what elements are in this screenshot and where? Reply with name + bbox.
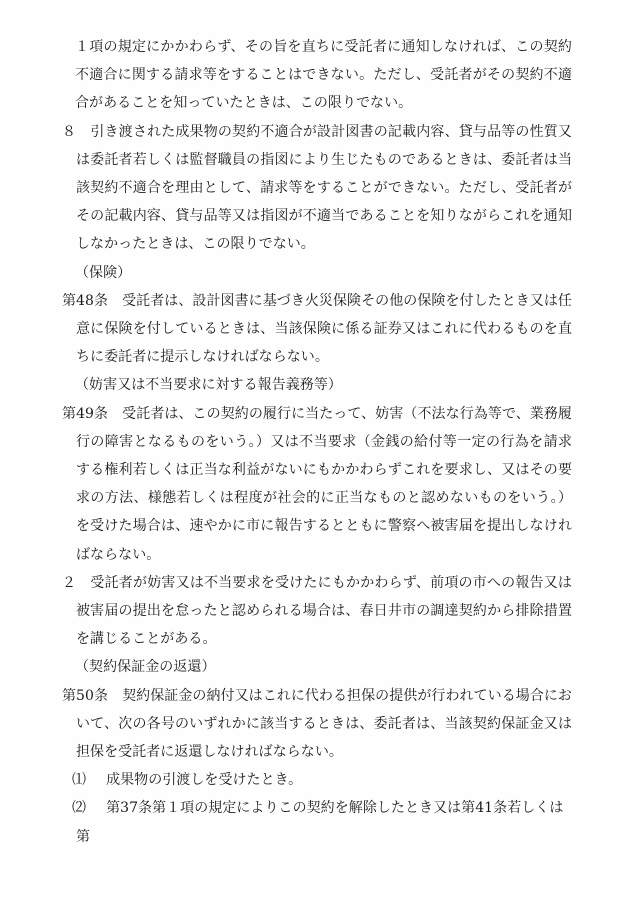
article-48 xyxy=(62,287,572,372)
article-heading-deposit-return: （契約保証金の返還） xyxy=(75,659,216,676)
paragraph-text: 受託者は、この契約の履行に当たって、妨害（不法な行為等で、業務履行の障害となるものをいう。）又は不当要求（金銭の給付等一定の行為を請求する権利若しくは正当な利益がないにもかかわらずこれを要求し、又はその要求の方法、様態若しくは程度が社会的に正当なものと認めないものをいう。）を受けた場合は、速やかに市に報告するとともに警察へ被害届を提出しなければならない。 xyxy=(76,405,572,563)
document-body xyxy=(62,33,572,851)
paragraph-text: 受託者が妨害又は不当要求を受けたにもかかわらず、前項の市への報告又は被害届の提出を怠ったと認められる場合は、春日井市の調達契約から排除措置を講じることがある。 xyxy=(76,574,572,648)
article-50 xyxy=(62,682,572,767)
paragraph-text: 第37条第１項の規定によりこの契約を解除したとき又は第41条若しくは第 xyxy=(76,800,564,845)
paragraph-text: １項の規定にかかわらず、その旨を直ちに受託者に通知しなければ、この契約不適合に関する請求等をすることはできない。ただし、受託者がその契約不適合があることを知っていたときは、この限りでない。 xyxy=(75,39,572,112)
subitem-2 xyxy=(62,794,572,850)
paragraph-text: 契約保証金の納付又はこれに代わる担保の提供が行われている場合において、次の各号のいずれかに該当するときは、委託者は、当該契約保証金又は担保を受託者に返還しなければならない。 xyxy=(76,687,572,761)
paragraph-text: 受託者は、設計図書に基づき火災保険その他の保険を付したとき又は任意に保険を付しているときは、当該保険に係る証券又はこれに代わるものを直ちに委託者に提示しなければならない。 xyxy=(76,292,572,366)
item-number: ２ xyxy=(62,574,77,591)
paragraph-continuation xyxy=(62,33,572,118)
subitem-1 xyxy=(62,766,572,794)
item-number: ８ xyxy=(62,123,77,140)
subitem-number: ⑵ xyxy=(72,800,87,817)
article-heading-insurance: （保険） xyxy=(75,264,132,281)
paragraph-text: 引き渡された成果物の契約不適合が設計図書の記載内容、貸与品等の性質又は委託者若しくは監督職員の指図により生じたものであるときは、委託者は当該契約不適合を理由として、請求等をすることができない。ただし、受託者がその記載内容、貸与品等又は指図が不適当であることを知りながらこれを通知しなかったときは、この限りでない。 xyxy=(76,123,572,253)
subitem-number: ⑴ xyxy=(72,772,87,789)
article-number: 第49条 xyxy=(62,405,109,422)
article-49 xyxy=(62,400,572,569)
article-number: 第48条 xyxy=(62,292,109,309)
article-number: 第50条 xyxy=(62,687,109,704)
paragraph-item-8 xyxy=(62,118,572,259)
article-heading-obstruction-report: （妨害又は不当要求に対する報告義務等） xyxy=(75,377,342,394)
paragraph-text: 成果物の引渡しを受けたとき。 xyxy=(106,772,303,789)
paragraph-item-2 xyxy=(62,569,572,654)
